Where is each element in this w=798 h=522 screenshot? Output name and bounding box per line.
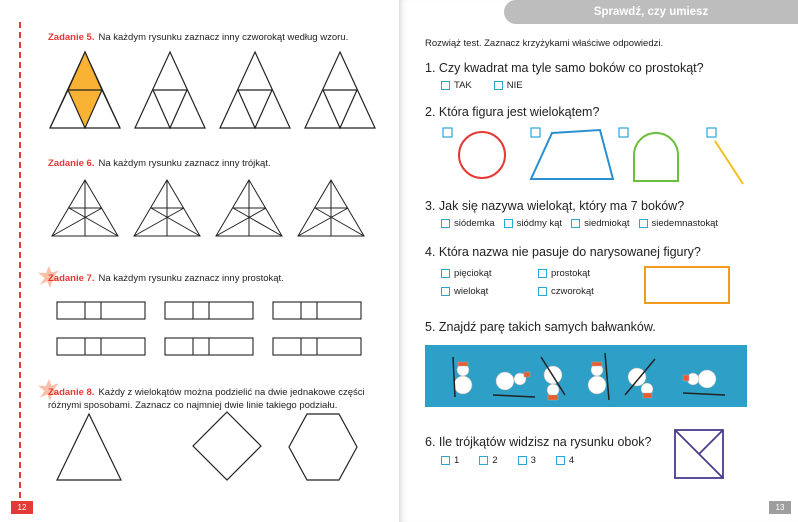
task-8-instruction — [48, 386, 365, 412]
checkbox[interactable] — [538, 269, 547, 278]
margin-dashed-line — [19, 22, 21, 498]
task-6-instruction — [48, 157, 271, 170]
task-6-figure[interactable] — [216, 180, 282, 236]
q4-option-label: czworokąt — [551, 286, 594, 297]
q3-option[interactable] — [639, 218, 719, 229]
checkbox[interactable] — [441, 287, 450, 296]
task-6-figure[interactable] — [134, 180, 200, 236]
task-5-figure[interactable] — [305, 52, 375, 128]
q6-option-label: 2 — [492, 455, 498, 466]
q2-checkbox-3[interactable] — [619, 128, 628, 137]
snowman-3[interactable] — [541, 357, 565, 400]
question-5: 5. Znajdź parę takich samych bałwanków. — [425, 320, 656, 334]
checkbox[interactable] — [494, 81, 503, 90]
task-5-figures[interactable] — [50, 50, 370, 132]
checkbox[interactable] — [504, 219, 513, 228]
task-8-figures[interactable] — [57, 412, 357, 484]
task-5-text: Na każdym rysunku zaznacz inny czworokąt według wzoru. — [98, 32, 349, 43]
section-header-title: Sprawdź, czy umiesz — [593, 6, 709, 18]
q6-option-label: 3 — [530, 455, 536, 466]
q6-option[interactable] — [479, 455, 497, 466]
task-8-hexagon[interactable] — [289, 414, 357, 480]
q3-option[interactable] — [441, 218, 495, 229]
q1-option-label: NIE — [506, 80, 523, 91]
snowman-1[interactable] — [453, 357, 472, 397]
q4-option[interactable] — [441, 268, 538, 279]
question-1: 1. Czy kwadrat ma tyle samo boków co prostokąt? — [425, 61, 704, 75]
task-7-figure[interactable] — [165, 338, 253, 355]
q3-option-label: siedmiokąt — [584, 218, 630, 229]
task-7-instruction — [48, 272, 284, 285]
snowman-4[interactable] — [588, 353, 609, 400]
q3-option[interactable] — [571, 218, 629, 229]
task-8-triangle[interactable] — [57, 414, 121, 480]
task-7-figure[interactable] — [57, 338, 145, 355]
task-6-figure[interactable] — [298, 180, 364, 236]
q6-option[interactable] — [518, 455, 536, 466]
question-2-figures[interactable] — [439, 124, 769, 190]
right-page — [399, 0, 798, 522]
test-intro: Rozwiąż test. Zaznacz krzyżykami właściwe odpowiedzi. — [425, 38, 664, 49]
task-7-figure[interactable] — [57, 302, 145, 319]
q2-arch-shape — [634, 133, 678, 181]
q1-option-tak[interactable] — [441, 80, 472, 91]
question-6: 6. Ile trójkątów widzisz na rysunku obok? — [425, 435, 652, 449]
q6-option-label: 4 — [568, 455, 575, 466]
snowman-2[interactable] — [493, 372, 535, 397]
snowman-5[interactable] — [625, 359, 655, 398]
q6-option-label: 1 — [454, 455, 460, 466]
q4-option[interactable] — [441, 286, 538, 297]
snowman-6[interactable] — [683, 370, 725, 395]
task-7-label: Zadanie 7. — [48, 273, 95, 284]
task-6-text: Na każdym rysunku zaznacz inny trójkąt. — [98, 158, 271, 169]
q2-checkbox-2[interactable] — [531, 128, 540, 137]
q4-option-label: pięciokąt — [454, 268, 492, 279]
q4-option-label: prostokąt — [551, 268, 591, 279]
task-5-figure[interactable] — [220, 52, 290, 128]
q2-checkbox-4[interactable] — [707, 128, 716, 137]
q6-option[interactable] — [441, 455, 459, 466]
page-number-right: 13 — [769, 501, 791, 514]
checkbox[interactable] — [441, 219, 450, 228]
checkbox[interactable] — [556, 456, 565, 465]
q3-option-label: siódmy kąt — [516, 218, 563, 229]
q4-option[interactable] — [538, 286, 635, 297]
task-5-figure[interactable] — [135, 52, 205, 128]
q2-quadrilateral-shape — [531, 130, 613, 179]
task-5-label: Zadanie 5. — [48, 32, 95, 43]
q3-option[interactable] — [504, 218, 562, 229]
checkbox[interactable] — [538, 287, 547, 296]
q6-square-figure — [673, 428, 727, 482]
checkbox[interactable] — [441, 81, 450, 90]
q2-circle-shape — [459, 132, 505, 178]
q4-option-label: wielokąt — [454, 286, 489, 297]
q4-option[interactable] — [538, 268, 635, 279]
q6-option[interactable] — [556, 455, 574, 466]
section-header — [504, 0, 798, 24]
checkbox[interactable] — [571, 219, 580, 228]
question-3-options — [441, 218, 718, 229]
task-6-figure[interactable] — [52, 180, 118, 236]
checkbox[interactable] — [479, 456, 488, 465]
task-5-instruction — [48, 31, 348, 44]
question-3: 3. Jak się nazywa wielokąt, który ma 7 boków? — [425, 199, 685, 213]
snowmen-illustration[interactable] — [425, 345, 747, 407]
task-8-square[interactable] — [193, 412, 261, 480]
page-number-left: 12 — [11, 501, 33, 514]
q2-checkbox-1[interactable] — [443, 128, 452, 137]
snowmen-panel[interactable] — [425, 345, 747, 407]
question-2: 2. Która figura jest wielokątem? — [425, 105, 600, 119]
checkbox[interactable] — [639, 219, 648, 228]
task-7-text: Na każdym rysunku zaznacz inny prostokąt. — [98, 273, 284, 284]
task-8-label: Zadanie 8. — [48, 387, 95, 398]
question-6-options — [441, 455, 574, 466]
task-7-figure[interactable] — [273, 302, 361, 319]
task-8-text-line1: Każdy z wielokątów można podzielić na dwie jednakowe części — [98, 387, 365, 398]
q3-option-label: siódemka — [454, 218, 495, 229]
question-4-options — [441, 268, 641, 297]
q2-line-shape — [715, 141, 743, 184]
task-7-figures[interactable] — [57, 300, 357, 358]
checkbox[interactable] — [441, 456, 450, 465]
q1-option-label: TAK — [454, 80, 472, 91]
q4-rectangle-figure — [643, 265, 733, 307]
task-5-figure[interactable] — [50, 52, 120, 128]
task-6-label: Zadanie 6. — [48, 158, 95, 169]
q1-option-nie[interactable] — [494, 80, 523, 91]
q3-option-label: siedemnastokąt — [651, 218, 719, 229]
task-7-figure[interactable] — [273, 338, 361, 355]
checkbox[interactable] — [518, 456, 527, 465]
task-6-figures[interactable] — [52, 178, 372, 240]
question-4: 4. Która nazwa nie pasuje do narysowanej figury? — [425, 245, 701, 259]
task-7-figure[interactable] — [165, 302, 253, 319]
task-8-text-line2: różnymi sposobami. Zaznacz co najmniej dwie linie takiego podziału. — [48, 400, 338, 411]
q4-rectangle-shape — [645, 267, 729, 303]
checkbox[interactable] — [441, 269, 450, 278]
question-1-options — [441, 80, 523, 91]
